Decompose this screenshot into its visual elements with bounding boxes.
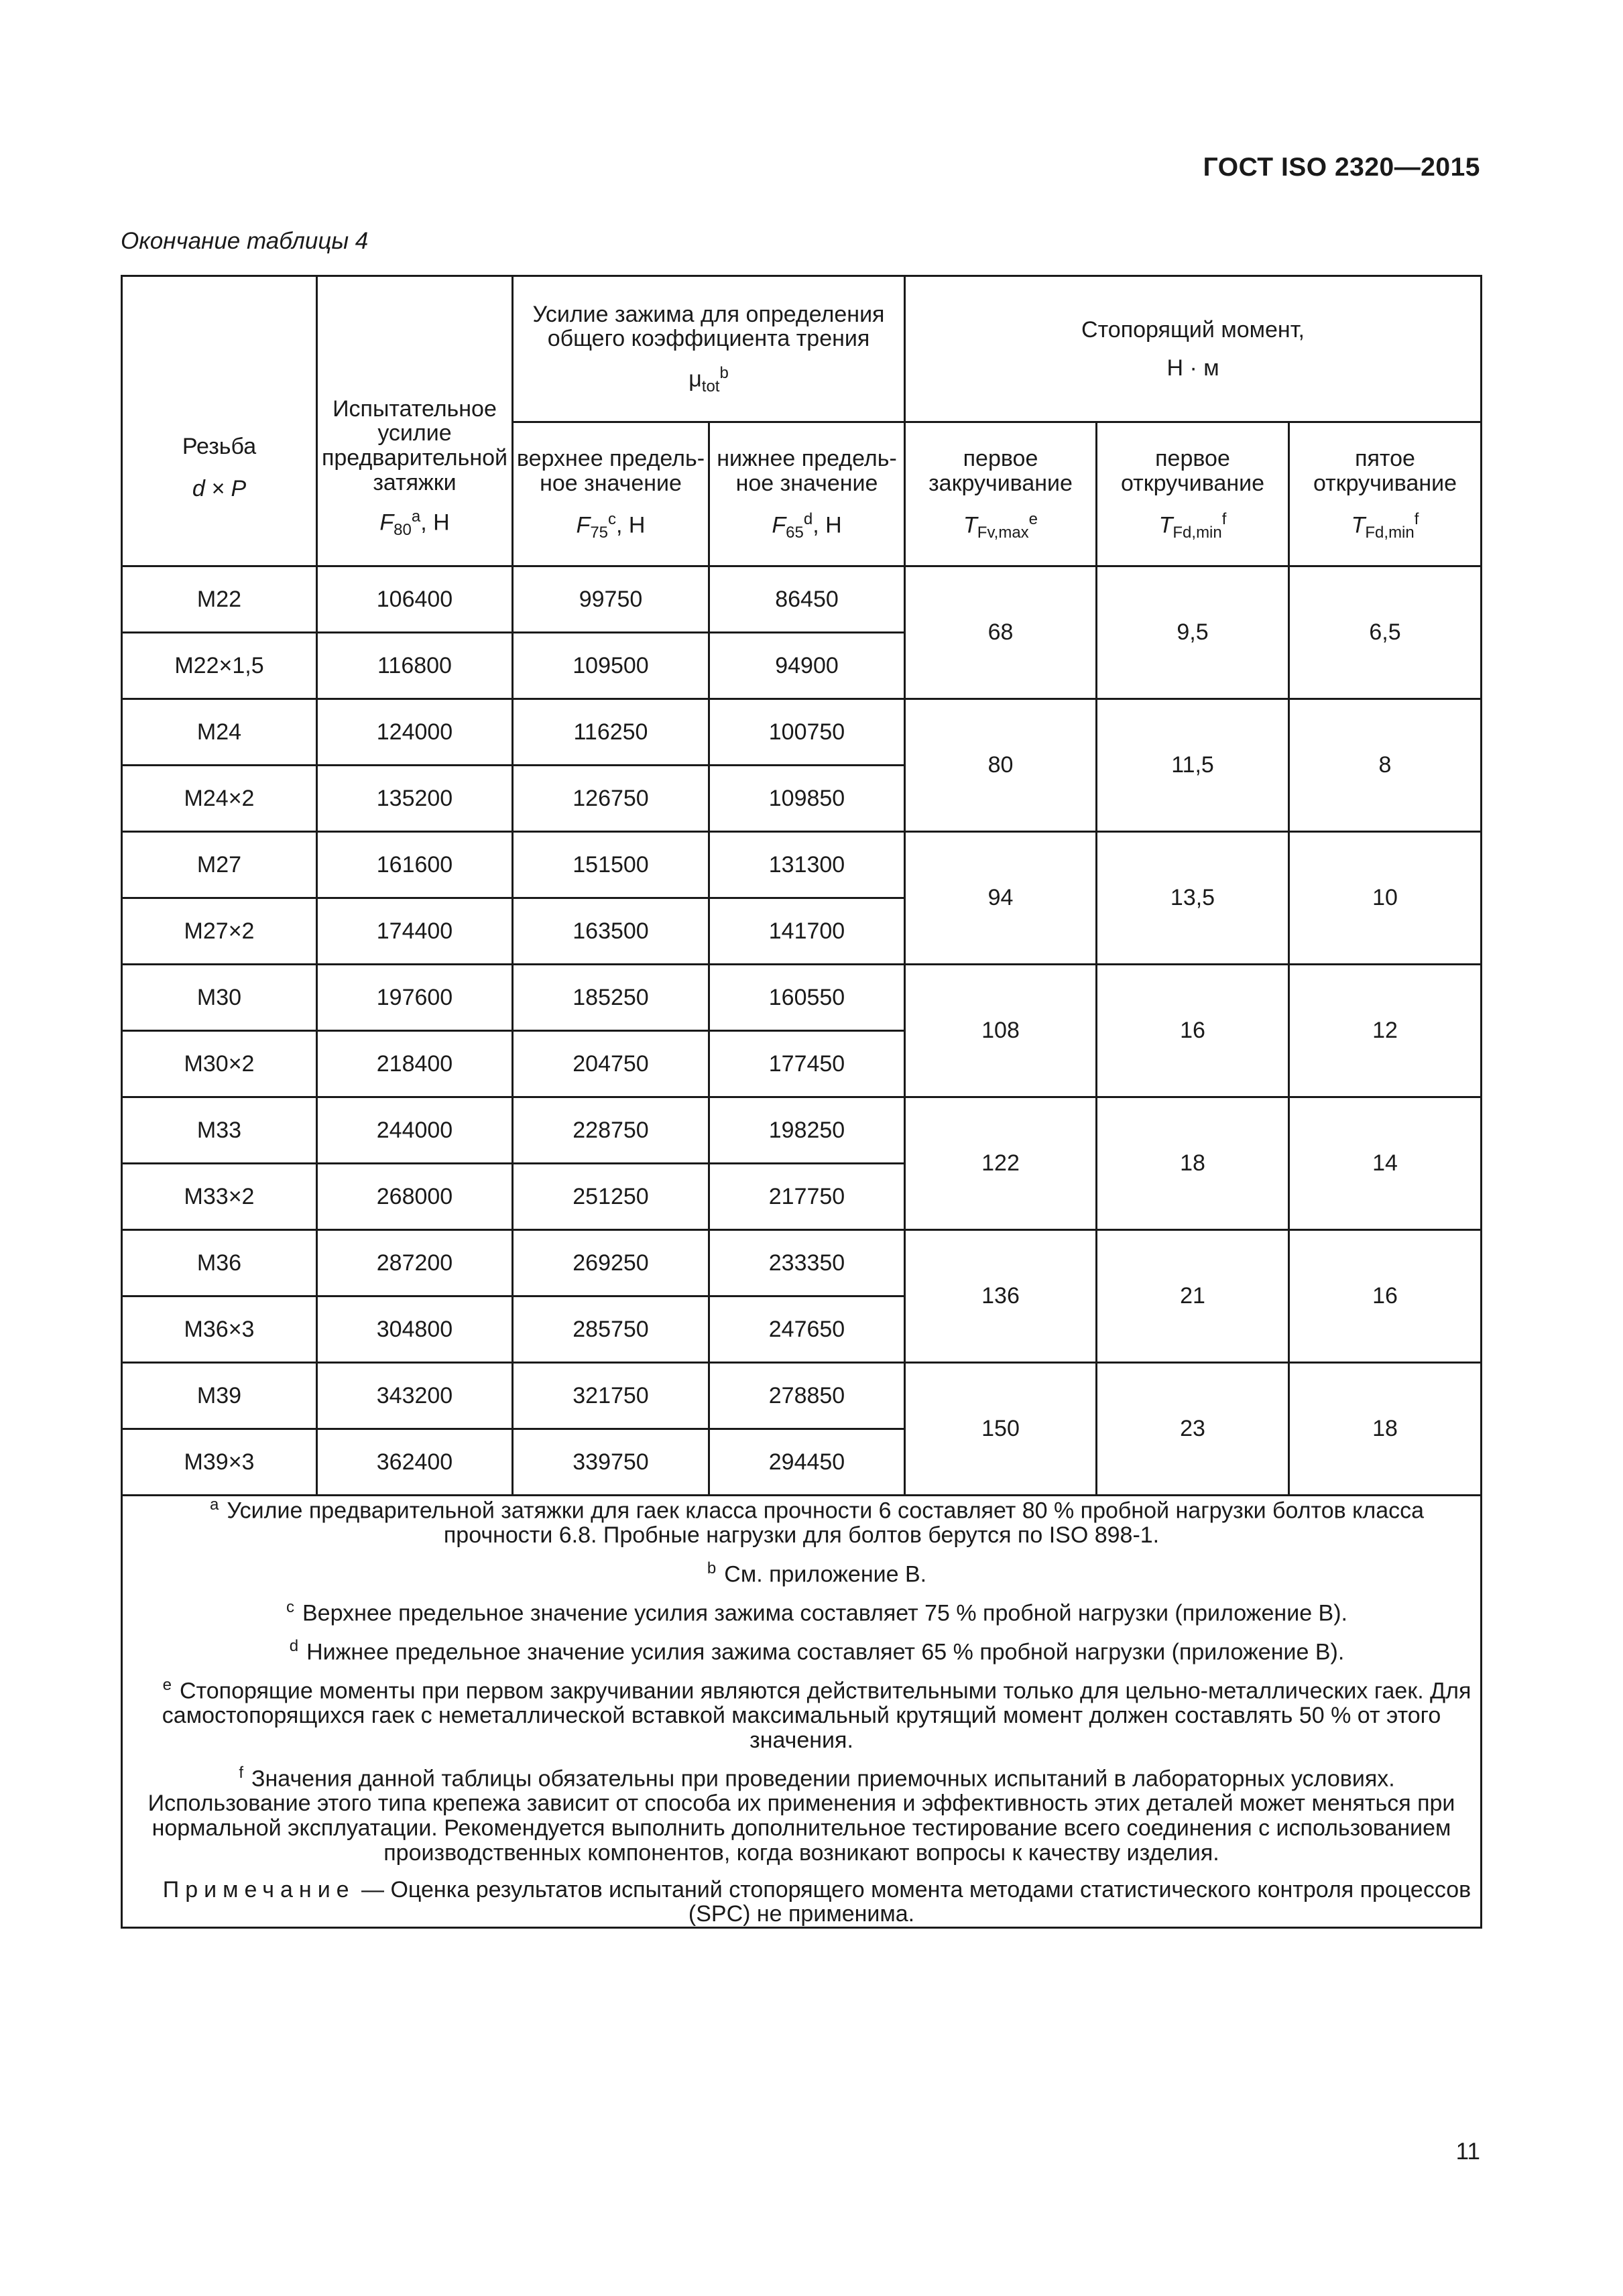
footnote-d: [125, 1638, 1478, 1665]
cell-upper-limit: 99750: [513, 566, 709, 633]
header-torque-unit: Н · м: [1166, 355, 1219, 381]
header-test-force-label: Испытательное усилие предварительной затяжки: [321, 396, 507, 495]
footnote-text: Верхнее предельное значение усилия зажима составляет 75 % пробной нагрузки (приложение В).: [302, 1600, 1348, 1626]
footnote-b: [125, 1560, 1478, 1587]
cell-thread: M27: [122, 832, 317, 898]
footnote-e: [125, 1677, 1478, 1752]
header-fifth-loosening: пятое откручивание $T_{Fd,min}^f$: [1289, 422, 1482, 566]
footnote-text: См. приложение В.: [724, 1561, 927, 1587]
cell-thread: M33×2: [122, 1164, 317, 1230]
cell-lower-limit: 177450: [709, 1031, 905, 1097]
cell-lower-limit: 217750: [709, 1164, 905, 1230]
cell-lower-limit: 233350: [709, 1230, 905, 1296]
cell-test-force: 116800: [317, 633, 513, 699]
cell-fifth-loosening: 6,5: [1289, 566, 1482, 699]
cell-thread: M22×1,5: [122, 633, 317, 699]
note-text: — Оценка результатов испытаний стопорящего момента методами статистического контроля процессов (SPC) не применима.: [355, 1876, 1471, 1927]
cell-test-force: 362400: [317, 1429, 513, 1496]
footnote-marker: d: [289, 1636, 299, 1655]
cell-thread: M24: [122, 699, 317, 766]
table-row: [122, 1097, 1482, 1164]
cell-thread: M36×3: [122, 1296, 317, 1363]
table-row: [122, 566, 1482, 633]
cell-upper-limit: 339750: [513, 1429, 709, 1496]
table-row: [122, 1230, 1482, 1296]
table-note: [125, 1878, 1478, 1927]
cell-lower-limit: 160550: [709, 965, 905, 1031]
cell-upper-limit: 269250: [513, 1230, 709, 1296]
table-caption: Окончание таблицы 4: [121, 228, 369, 254]
cell-upper-limit: 285750: [513, 1296, 709, 1363]
cell-test-force: 124000: [317, 699, 513, 766]
cell-upper-limit: 185250: [513, 965, 709, 1031]
cell-first-loosening: 21: [1097, 1230, 1289, 1363]
table-row: [122, 965, 1482, 1031]
table-row: [122, 832, 1482, 898]
cell-test-force: 244000: [317, 1097, 513, 1164]
cell-first-tightening: 150: [905, 1363, 1097, 1496]
footnote-marker: c: [286, 1597, 294, 1616]
cell-thread: M24×2: [122, 766, 317, 832]
footnote-marker: a: [209, 1496, 219, 1514]
cell-test-force: 106400: [317, 566, 513, 633]
cell-upper-limit: 251250: [513, 1164, 709, 1230]
header-thread: [122, 276, 317, 566]
cell-upper-limit: 228750: [513, 1097, 709, 1164]
cell-test-force: 135200: [317, 766, 513, 832]
cell-lower-limit: 247650: [709, 1296, 905, 1363]
cell-fifth-loosening: 14: [1289, 1097, 1482, 1230]
cell-fifth-loosening: 12: [1289, 965, 1482, 1097]
cell-first-loosening: 13,5: [1097, 832, 1289, 965]
cell-upper-limit: 126750: [513, 766, 709, 832]
footnote-marker: b: [707, 1559, 717, 1577]
header-torque-label: Стопорящий момент,: [1081, 316, 1305, 343]
header-first-tightening: первое закручивание $T_{Fv,max}^e$: [905, 422, 1097, 566]
cell-upper-limit: 163500: [513, 898, 709, 965]
header-first-loosening: первое откручивание $T_{Fd,min}^f$: [1097, 422, 1289, 566]
header-test-force: Испытательное усилие предварительной затяжки $F_{80}^a$, Н: [317, 276, 513, 566]
cell-lower-limit: 294450: [709, 1429, 905, 1496]
cell-test-force: 304800: [317, 1296, 513, 1363]
table-row: [122, 699, 1482, 766]
cell-lower-limit: 278850: [709, 1363, 905, 1429]
footnotes-cell: [122, 1496, 1482, 1928]
cell-first-loosening: 18: [1097, 1097, 1289, 1230]
cell-test-force: 174400: [317, 898, 513, 965]
header-thread-label: Резьба: [182, 434, 257, 460]
header-thread-symbol: d × P: [192, 476, 247, 501]
cell-thread: M22: [122, 566, 317, 633]
cell-thread: M27×2: [122, 898, 317, 965]
footnote-text: Нижнее предельное значение усилия зажима составляет 65 % пробной нагрузки (приложение В).: [306, 1639, 1345, 1665]
cell-thread: M36: [122, 1230, 317, 1296]
cell-fifth-loosening: 8: [1289, 699, 1482, 832]
cell-first-loosening: 16: [1097, 965, 1289, 1097]
footnote-marker: f: [239, 1764, 243, 1783]
cell-first-loosening: 23: [1097, 1363, 1289, 1496]
footnotes-list: [125, 1496, 1478, 1866]
cell-first-tightening: 136: [905, 1230, 1097, 1363]
cell-lower-limit: 198250: [709, 1097, 905, 1164]
cell-upper-limit: 109500: [513, 633, 709, 699]
footnote-a: [125, 1496, 1478, 1548]
cell-lower-limit: 86450: [709, 566, 905, 633]
cell-lower-limit: 109850: [709, 766, 905, 832]
torque-table: [121, 275, 1482, 1929]
cell-thread: M33: [122, 1097, 317, 1164]
footnote-text: Стопорящие моменты при первом закручивании являются действительными только для цельно-металлических гаек. Для самостопорящихся гаек с неметаллической вставкой максимальный крутящий момент должен составлять 50 % от этого значения.: [162, 1678, 1471, 1753]
cell-upper-limit: 116250: [513, 699, 709, 766]
footnote-text: Значения данной таблицы обязательны при проведении приемочных испытаний в лабораторных условиях. Использование этого типа крепежа зависит от способа их применения и эффективность этих деталей может меняться при нормальной эксплуатации. Рекомендуется выполнить дополнительное тестирование всего соединения с использованием производственных компонентов, когда возникают вопросы к качеству изделия.: [147, 1766, 1455, 1866]
cell-fifth-loosening: 18: [1289, 1363, 1482, 1496]
cell-test-force: 287200: [317, 1230, 513, 1296]
cell-test-force: 218400: [317, 1031, 513, 1097]
cell-first-tightening: 94: [905, 832, 1097, 965]
cell-test-force: 197600: [317, 965, 513, 1031]
cell-lower-limit: 131300: [709, 832, 905, 898]
header-clamp-force-label: Усилие зажима для определения общего коэффициента трения: [532, 301, 885, 352]
cell-first-tightening: 80: [905, 699, 1097, 832]
footnote-c: [125, 1599, 1478, 1626]
page-number: 11: [1455, 2138, 1480, 2165]
cell-lower-limit: 94900: [709, 633, 905, 699]
cell-first-tightening: 108: [905, 965, 1097, 1097]
header-upper-limit: верхнее предель-ное значение $F_{75}^c$, Н: [513, 422, 709, 566]
cell-first-loosening: 9,5: [1097, 566, 1289, 699]
cell-upper-limit: 151500: [513, 832, 709, 898]
header-lower-limit: нижнее предель-ное значение $F_{65}^d$, Н: [709, 422, 905, 566]
cell-thread: M30: [122, 965, 317, 1031]
table-row: [122, 1363, 1482, 1429]
cell-first-tightening: 68: [905, 566, 1097, 699]
cell-test-force: 161600: [317, 832, 513, 898]
cell-test-force: 268000: [317, 1164, 513, 1230]
cell-fifth-loosening: 16: [1289, 1230, 1482, 1363]
cell-upper-limit: 321750: [513, 1363, 709, 1429]
cell-first-loosening: 11,5: [1097, 699, 1289, 832]
cell-thread: M39×3: [122, 1429, 317, 1496]
document-code: ГОСТ ISO 2320—2015: [1203, 153, 1480, 182]
cell-upper-limit: 204750: [513, 1031, 709, 1097]
cell-fifth-loosening: 10: [1289, 832, 1482, 965]
footnote-marker: e: [162, 1675, 172, 1694]
header-clamp-force: Усилие зажима для определения общего коэффициента трения $\mu_{tot}^b$: [513, 276, 905, 422]
cell-thread: M30×2: [122, 1031, 317, 1097]
cell-lower-limit: 141700: [709, 898, 905, 965]
note-label: Примечание: [162, 1876, 355, 1902]
footnote-text: Усилие предварительной затяжки для гаек класса прочности 6 составляет 80 % пробной нагрузки болтов класса прочности 6.8. Пробные нагрузки для болтов берутся по ISO 898-1.: [227, 1498, 1425, 1549]
header-locking-torque: [905, 276, 1482, 422]
cell-thread: M39: [122, 1363, 317, 1429]
footnote-f: [125, 1764, 1478, 1865]
cell-first-tightening: 122: [905, 1097, 1097, 1230]
cell-test-force: 343200: [317, 1363, 513, 1429]
cell-lower-limit: 100750: [709, 699, 905, 766]
table-body: [122, 566, 1482, 1496]
